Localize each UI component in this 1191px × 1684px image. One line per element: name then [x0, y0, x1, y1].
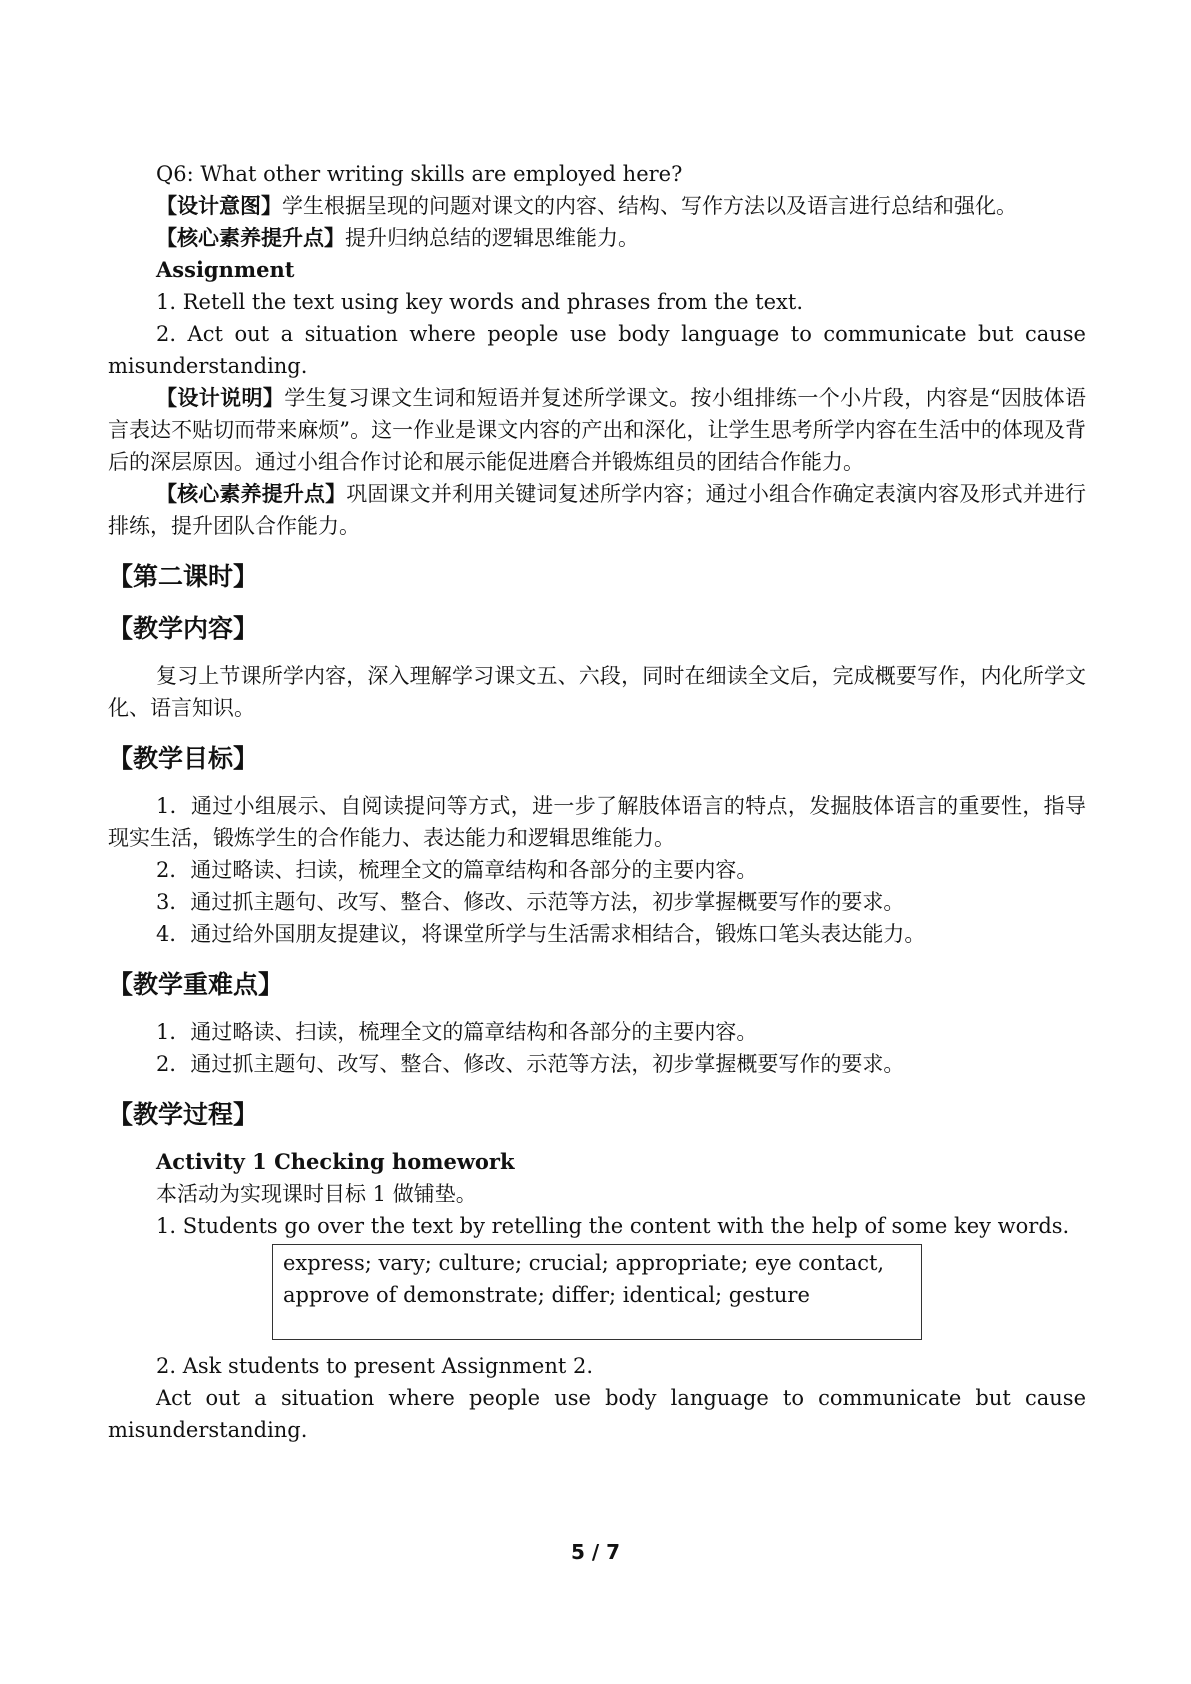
teaching-process-heading: 【教学过程】	[108, 1100, 259, 1129]
goal-item-4: 4．通过给外国朋友提建议，将课堂所学与生活需求相结合，锻炼口笔头表达能力。	[156, 922, 926, 946]
core-literacy-paragraph-1	[108, 222, 1086, 254]
activity-1-note: 本活动为实现课时目标 1 做铺垫。	[156, 1182, 477, 1206]
teaching-goals-heading: 【教学目标】	[108, 744, 259, 773]
key-points-heading: 【教学重难点】	[108, 970, 284, 999]
goal-item-1: 1．通过小组展示、自阅读提问等方式，进一步了解肢体语言的特点，发掘肢体语言的重要性，指导现实生活，锻炼学生的合作能力、表达能力和逻辑思维能力。	[108, 794, 1086, 850]
assignment-item-1: 1. Retell the text using key words and phrases from the text.	[156, 290, 804, 314]
teaching-content-text: 复习上节课所学内容，深入理解学习课文五、六段，同时在细读全文后，完成概要写作，内化所学文化、语言知识。	[108, 664, 1086, 720]
core-literacy-paragraph-2	[108, 478, 1086, 542]
design-intent-label: 【设计意图】	[156, 193, 282, 218]
assignment-item-2: 2. Act out a situation where people use body language to communicate but cause misunderstanding.	[108, 322, 1086, 378]
core-literacy-text-1: 提升归纳总结的逻辑思维能力。	[345, 226, 639, 250]
assignment-heading: Assignment	[156, 257, 295, 282]
question-q6: Q6: What other writing skills are employed here?	[156, 162, 683, 186]
document-page	[108, 158, 1086, 1446]
design-note-text: 学生复习课文生词和短语并复述所学课文。按小组排练一个小片段，内容是“因肢体语言表达不贴切而带来麻烦”。这一作业是课文内容的产出和深化，让学生思考所学内容在生活中的体现及背后的深层原因。通过小组合作讨论和展示能促进磨合并锻炼组员的团结合作能力。	[108, 386, 1087, 474]
activity-1-heading: Activity 1 Checking homework	[156, 1149, 515, 1174]
key-words-box: express; vary; culture; crucial; appropriate; eye contact, approve of demonstrate; differ; identical; gesture	[272, 1244, 922, 1340]
design-intent-text: 学生根据呈现的问题对课文的内容、结构、写作方法以及语言进行总结和强化。	[282, 194, 1017, 218]
activity-1-step-2-text: Act out a situation where people use body language to communicate but cause misunderstanding.	[108, 1386, 1086, 1442]
core-literacy-label-1: 【核心素养提升点】	[156, 225, 345, 250]
goal-item-3: 3．通过抓主题句、改写、整合、修改、示范等方法，初步掌握概要写作的要求。	[156, 890, 905, 914]
goal-item-2: 2．通过略读、扫读，梳理全文的篇章结构和各部分的主要内容。	[156, 858, 758, 882]
teaching-content-heading: 【教学内容】	[108, 614, 259, 643]
activity-1-step-2: 2. Ask students to present Assignment 2.	[156, 1354, 594, 1378]
design-note-paragraph	[108, 382, 1086, 478]
design-intent-paragraph	[108, 190, 1086, 222]
core-literacy-label-2: 【核心素养提升点】	[156, 481, 347, 506]
design-note-label: 【设计说明】	[156, 385, 285, 410]
page-number: 5 / 7	[570, 1540, 621, 1564]
core-literacy-text-2: 巩固课文并利用关键词复述所学内容；通过小组合作确定表演内容及形式并进行排练，提升团队合作能力。	[108, 482, 1087, 538]
key-point-item-2: 2．通过抓主题句、改写、整合、修改、示范等方法，初步掌握概要写作的要求。	[156, 1052, 905, 1076]
key-point-item-1: 1．通过略读、扫读，梳理全文的篇章结构和各部分的主要内容。	[156, 1020, 758, 1044]
lesson-2-heading: 【第二课时】	[108, 562, 259, 591]
activity-1-step-1: 1. Students go over the text by retelling the content with the help of some key words.	[156, 1214, 1070, 1238]
